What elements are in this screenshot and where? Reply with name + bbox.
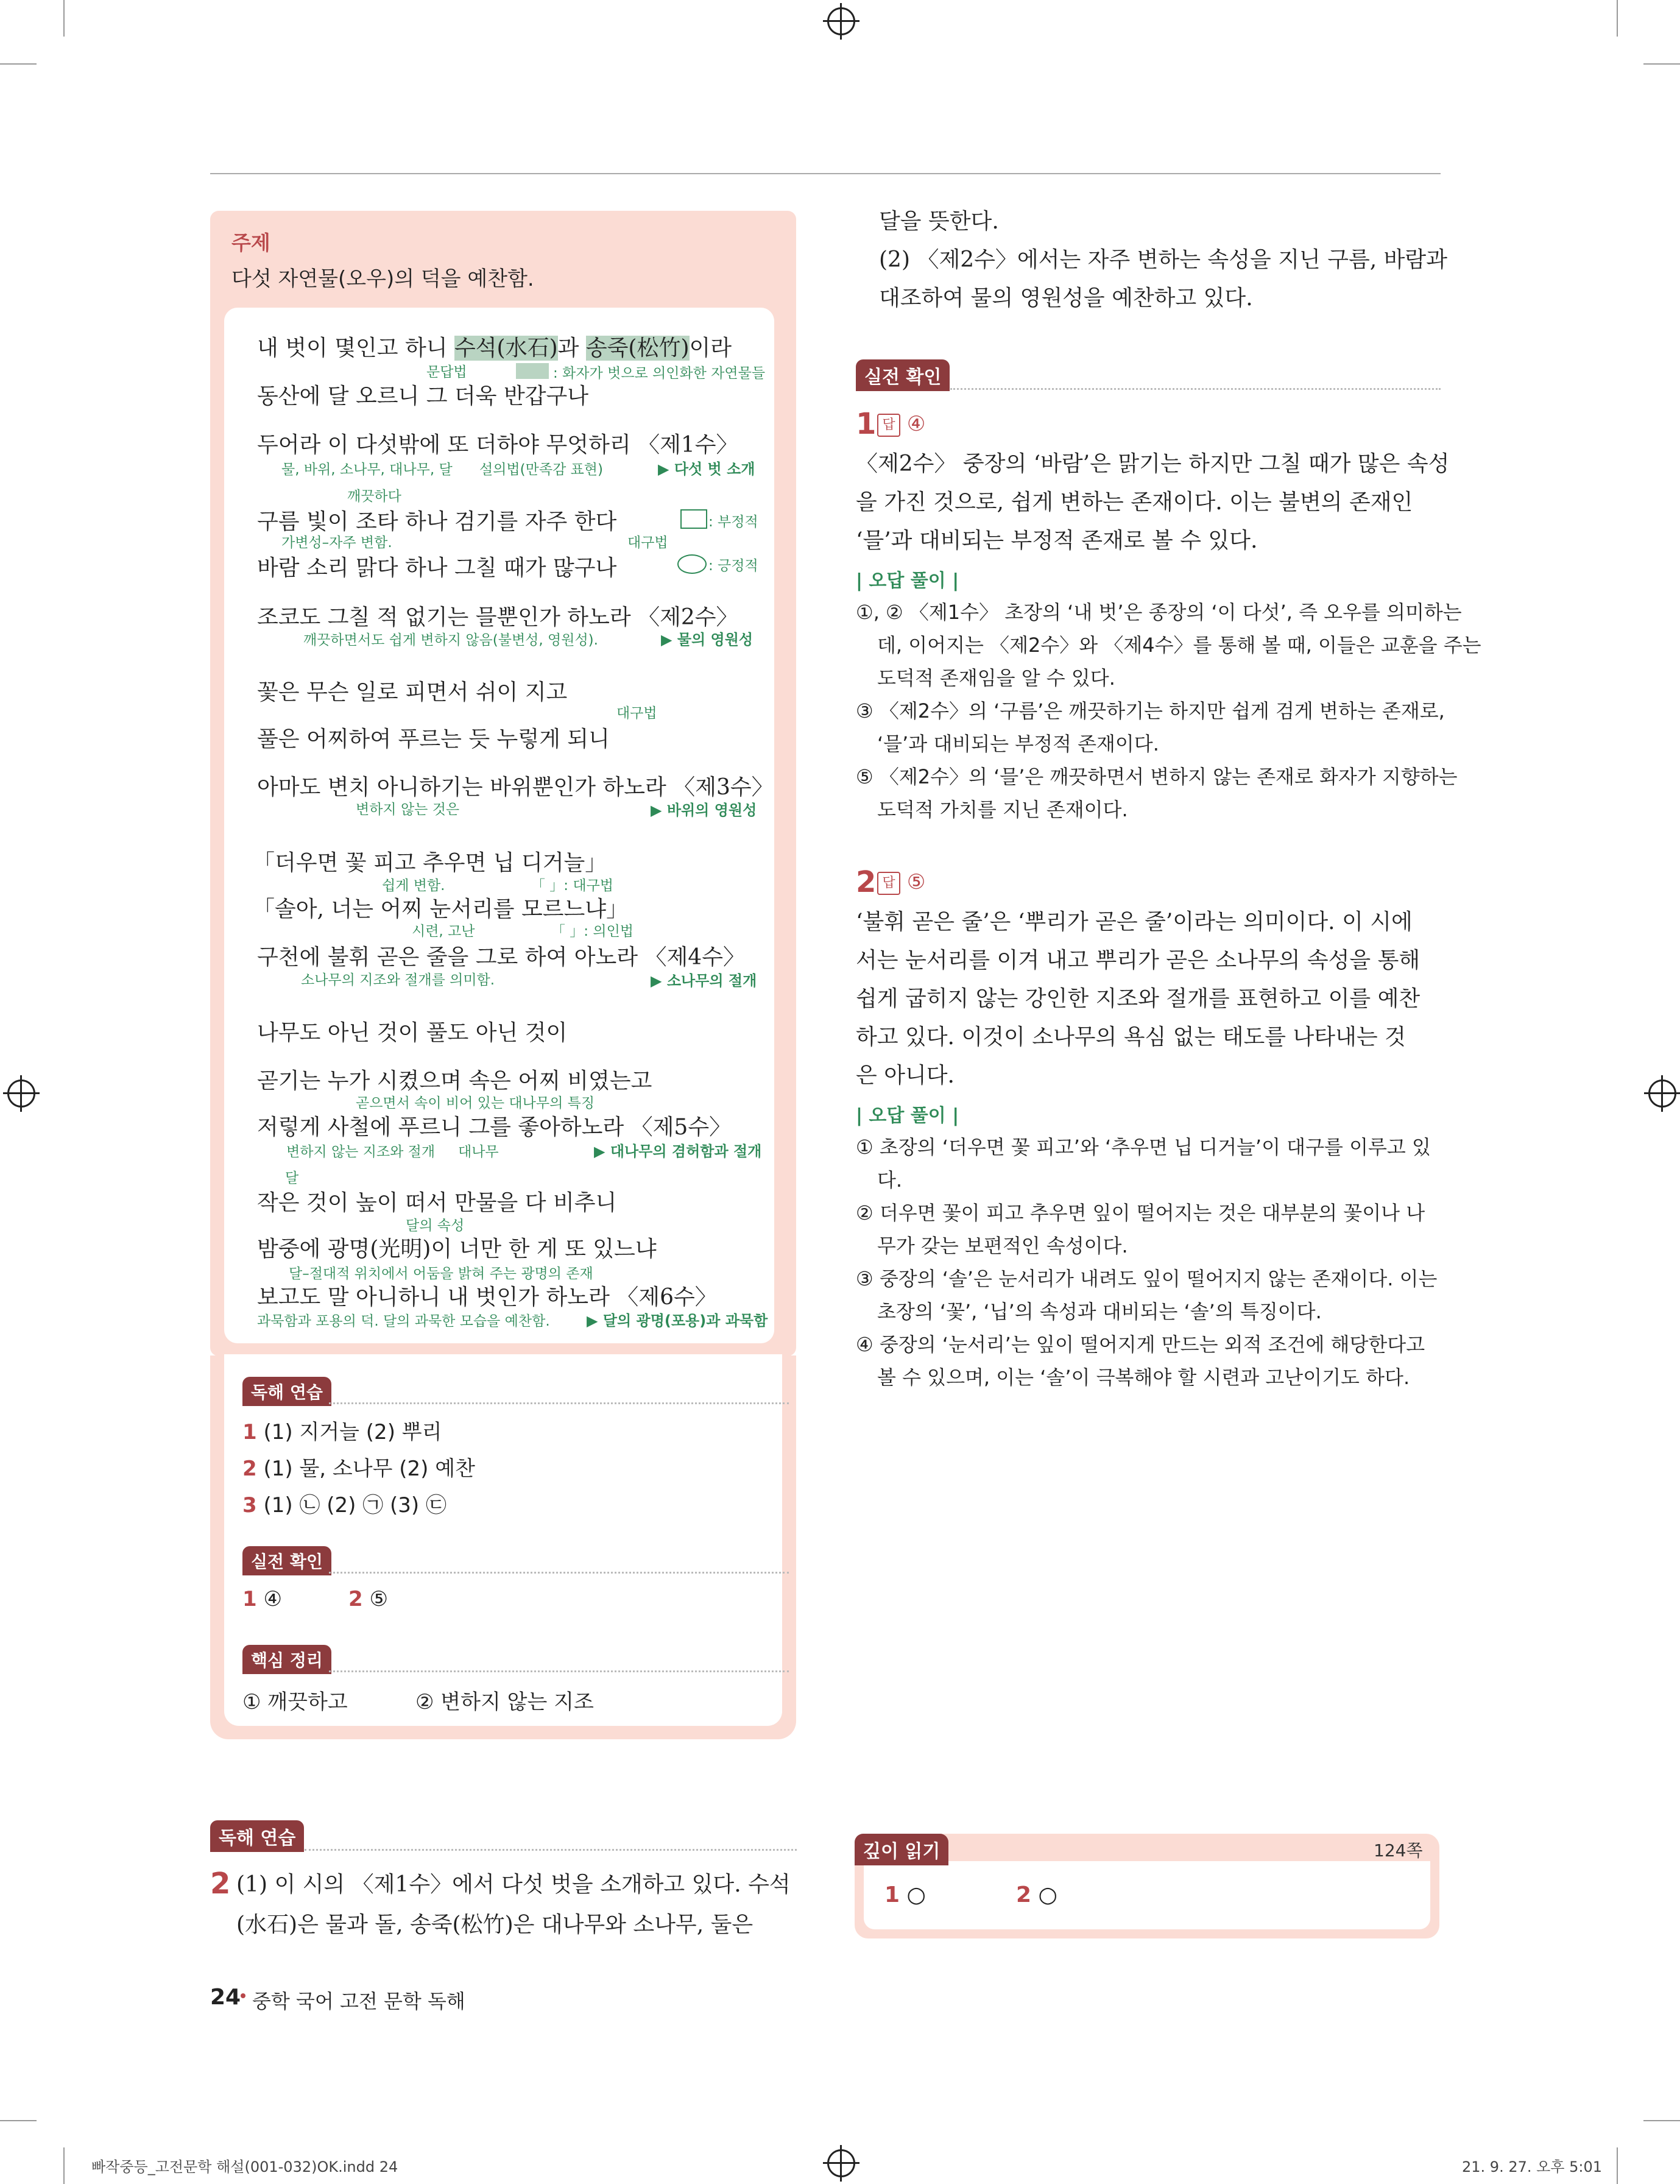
stanza-summary: ▶ 다섯 벗 소개 xyxy=(658,461,755,478)
stanza-summary: ▶ 달의 광명(포용)과 과묵함 xyxy=(587,1312,768,1329)
annotation: 물, 바위, 소나무, 대나무, 달 xyxy=(281,462,453,478)
body-text: 〈제2수〉 중장의 ‘바람’은 맑기는 하지만 그칠 때가 많은 속성 xyxy=(856,451,1450,476)
annotation: 달의 속성 xyxy=(406,1218,465,1234)
answer-item: 1 ④ xyxy=(242,1587,282,1611)
deep-answer: 2 ○ xyxy=(1016,1882,1057,1907)
page-reference: 124쪽 xyxy=(1374,1840,1423,1861)
answer-mark: 답 ⑤ xyxy=(877,870,925,895)
highlight-suseok: 수석(水石) xyxy=(454,336,558,361)
explanation: ①, ② 〈제1수〉 초장의 ‘내 벗’은 종장의 ‘이 다섯’, 즉 오우를 의미하는 xyxy=(856,601,1462,624)
poem-line: 나무도 아닌 것이 풀도 아닌 것이 xyxy=(257,1020,568,1045)
explanation: 볼 수 있으며, 이는 ‘솔’이 극복해야 할 시련과 고난이기도 하다. xyxy=(877,1366,1410,1389)
body-text: 은 아니다. xyxy=(856,1063,955,1088)
answer-item: 2 (1) 물, 소나무 (2) 예찬 xyxy=(242,1457,475,1481)
body-text: 하고 있다. 이것이 소나무의 욕심 없는 태도를 나타내는 것 xyxy=(856,1025,1406,1050)
poem-line: 동산에 달 오르니 그 더욱 반갑구나 xyxy=(257,384,589,409)
answer-mark: 답 ④ xyxy=(877,412,925,437)
explanation: 초장의 ‘꽃’, ‘닙’의 속성과 대비되는 ‘솔’의 특징이다. xyxy=(877,1300,1322,1323)
stanza-summary: ▶ 바위의 영원성 xyxy=(651,802,757,819)
annotation: 곧으면서 속이 비어 있는 대나무의 특징 xyxy=(356,1095,595,1111)
annotation: 문답법 xyxy=(426,364,467,380)
stanza-summary: ▶ 소나무의 절개 xyxy=(651,972,757,989)
body-text: 달을 뜻한다. xyxy=(879,209,999,234)
poem-line: 두어라 이 다섯밖에 또 더하야 무엇하리 〈제1수〉 xyxy=(257,433,738,458)
poem-line: 보고도 말 아니하니 내 벗인가 하노라 〈제6수〉 xyxy=(257,1285,717,1310)
answer-item: 3 (1) ㉡ (2) ㉠ (3) ㉢ xyxy=(242,1493,447,1518)
dotted-rule xyxy=(305,1849,797,1851)
dotted-rule xyxy=(329,1402,789,1404)
annotation: 깨끗하면서도 쉽게 변하지 않음(불변성, 영원성). xyxy=(303,632,598,648)
poem-line: 저렇게 사철에 푸르니 그를 좋아하노라 〈제5수〉 xyxy=(257,1115,732,1140)
registration-mark-icon xyxy=(1648,1080,1676,1108)
print-date: 21. 9. 27. 오후 5:01 xyxy=(1462,2158,1603,2175)
annotation: 변하지 않는 것은 xyxy=(356,802,460,818)
dotted-rule xyxy=(329,1572,789,1574)
annotation: 「 」: 의인법 xyxy=(551,924,634,939)
annotation: 소나무의 지조와 절개를 의미함. xyxy=(301,972,495,988)
poem-line: 꽃은 무슨 일로 피면서 쉬이 지고 xyxy=(257,680,568,705)
body-text: 쉽게 굽히지 않는 강인한 지조와 절개를 표현하고 이를 예찬 xyxy=(856,986,1421,1011)
legend-circle-swatch xyxy=(677,554,707,574)
print-file: 빠작중등_고전문학 해설(001-032)OK.indd 24 xyxy=(91,2158,398,2175)
tag-core-summary: 핵심 정리 xyxy=(242,1645,331,1674)
page-number: 24 xyxy=(210,1985,241,2010)
core-item: ② 변하지 않는 지조 xyxy=(415,1690,594,1714)
annotation: 깨끗하다 xyxy=(347,489,401,504)
core-item: ① 깨끗하고 xyxy=(242,1690,348,1714)
body-text: (水石)은 물과 돌, 송죽(松竹)은 대나무와 소나무, 둘은 xyxy=(236,1912,754,1937)
explanation: 다. xyxy=(877,1168,903,1192)
question-number: 1 xyxy=(856,407,877,441)
body-text: (2) 〈제2수〉에서는 자주 변하는 속성을 지닌 구름, 바람과 xyxy=(879,247,1447,272)
annotation: 설의법(만족감 표현) xyxy=(479,462,604,478)
poem-line: 「솔아, 너는 어찌 눈서리를 모르느냐」 xyxy=(253,897,629,922)
annotation: 대구법 xyxy=(616,705,657,721)
annotation: 과묵함과 포용의 덕. 달의 과묵한 모습을 예찬함. xyxy=(257,1313,550,1329)
theme-text: 다섯 자연물(오우)의 덕을 예찬함. xyxy=(231,267,534,291)
answer-icon: 답 xyxy=(877,414,900,437)
tag-practice-check: 실전 확인 xyxy=(856,359,950,391)
legend-box-swatch xyxy=(680,509,707,529)
answer-item: 1 (1) 지거늘 (2) 뿌리 xyxy=(242,1420,442,1444)
registration-mark-icon xyxy=(827,2149,855,2177)
deep-answer: 1 ○ xyxy=(884,1882,926,1907)
dotted-rule xyxy=(329,1670,789,1672)
tag-reading-practice: 독해 연습 xyxy=(210,1820,304,1852)
explanation: 도덕적 존재임을 알 수 있다. xyxy=(877,666,1115,690)
dotted-rule xyxy=(950,388,1441,390)
poem-line: 밤중에 광명(光明)이 너만 한 게 또 있느냐 xyxy=(257,1237,657,1262)
item-number: 2 xyxy=(210,1867,231,1901)
header-rule xyxy=(210,173,1441,174)
body-text: ‘믈’과 대비되는 부정적 존재로 볼 수 있다. xyxy=(856,528,1258,553)
poem-line: 작은 것이 높이 떠서 만물을 다 비추니 xyxy=(257,1190,617,1215)
poem-line: 「더우면 꽃 피고 추우면 닙 디거늘」 xyxy=(253,850,607,875)
explanation: ③ 〈제2수〉의 ‘구름’은 깨끗하기는 하지만 쉽게 검게 변하는 존재로, xyxy=(856,699,1445,723)
annotation: 쉽게 변함. xyxy=(382,878,445,894)
annotation: 「 」: 대구법 xyxy=(531,878,614,894)
poem-line: 아마도 변치 아니하기는 바위뿐인가 하노라 〈제3수〉 xyxy=(257,775,774,800)
explanation: 데, 이어지는 〈제2수〉와 〈제4수〉를 통해 볼 때, 이들은 교훈을 주는 xyxy=(877,634,1481,657)
annotation: 시련, 고난 xyxy=(412,924,475,939)
body-text: 대조하여 물의 영원성을 예찬하고 있다. xyxy=(879,286,1253,311)
poem-line: 내 벗이 몇인고 하니 수석(水石)과 송죽(松竹)이라 xyxy=(257,336,732,361)
poem-line: 구름 빛이 조타 하나 검기를 자주 한다 xyxy=(257,509,617,534)
tag-practice-check: 실전 확인 xyxy=(242,1546,331,1575)
registration-mark-icon xyxy=(827,7,855,35)
body-text: 서는 눈서리를 이겨 내고 뿌리가 곧은 소나무의 속성을 통해 xyxy=(856,948,1421,973)
annotation: : 화자가 벗으로 의인화한 자연물들 xyxy=(553,366,766,381)
poem-line: 풀은 어찌하여 푸르는 듯 누렇게 되니 xyxy=(257,727,610,752)
explanation: ③ 중장의 ‘솔’은 눈서리가 내려도 잎이 떨어지지 않는 존재이다. 이는 xyxy=(856,1267,1438,1290)
legend-highlight-swatch xyxy=(516,363,549,379)
poem-line: 조코도 그칠 적 없기는 믈뿐인가 하노라 〈제2수〉 xyxy=(257,605,738,630)
stanza-summary: ▶ 물의 영원성 xyxy=(661,631,754,648)
poem-line: 바람 소리 맑다 하나 그칠 때가 많구나 xyxy=(257,556,617,581)
tag-deep-reading: 깊이 읽기 xyxy=(855,1834,948,1865)
explanation: ④ 중장의 ‘눈서리’는 잎이 떨어지게 만드는 외적 조건에 해당한다고 xyxy=(856,1333,1425,1356)
annotation: 가변성–자주 변함. xyxy=(281,535,392,551)
explanation: 도덕적 가치를 지닌 존재이다. xyxy=(877,798,1128,821)
answer-icon: 답 xyxy=(877,872,900,895)
answer-item: 2 ⑤ xyxy=(348,1587,388,1611)
deep-reading-inner xyxy=(864,1861,1430,1929)
tag-reading-practice: 독해 연습 xyxy=(242,1377,331,1406)
explanation: ② 더우면 꽃이 피고 추우면 잎이 떨어지는 것은 대부분의 꽃이나 나 xyxy=(856,1201,1425,1225)
annotation: : 부정적 xyxy=(708,514,758,530)
highlight-songjuk: 송죽(松竹) xyxy=(585,336,690,361)
explanation: ‘믈’과 대비되는 부정적 존재이다. xyxy=(877,732,1159,755)
theme-label: 주제 xyxy=(231,231,270,255)
poem-line: 구천에 불휘 곧은 줄을 그로 하여 아노라 〈제4수〉 xyxy=(257,945,745,970)
explanation: ⑤ 〈제2수〉의 ‘믈’은 깨끗하면서 변하지 않는 존재로 화자가 지향하는 xyxy=(856,765,1458,788)
body-text: 을 가진 것으로, 쉽게 변하는 존재이다. 이는 불변의 존재인 xyxy=(856,490,1413,515)
body-text: ‘불휘 곧은 줄’은 ‘뿌리가 곧은 줄’이라는 의미이다. 이 시에 xyxy=(856,910,1413,935)
wrong-answer-label: | 오답 풀이 | xyxy=(856,570,959,592)
question-number: 2 xyxy=(856,865,877,899)
annotation: : 긍정적 xyxy=(708,558,758,574)
annotation: 달–절대적 위치에서 어둠을 밝혀 주는 광명의 존재 xyxy=(289,1266,593,1282)
body-text: (1) 이 시의 〈제1수〉에서 다섯 벗을 소개하고 있다. 수석 xyxy=(236,1872,791,1897)
explanation: ① 초장의 ‘더우면 꽃 피고’와 ‘추우면 닙 디거늘’이 대구를 이루고 있 xyxy=(856,1136,1431,1159)
annotation: 대나무 xyxy=(458,1144,499,1160)
explanation: 무가 갖는 보편적인 속성이다. xyxy=(877,1234,1128,1257)
page-title: 중학 국어 고전 문학 독해 xyxy=(252,1990,465,2013)
stanza-summary: ▶ 대나무의 겸허함과 절개 xyxy=(594,1143,762,1160)
bullet-dot xyxy=(241,1993,245,1998)
registration-mark-icon xyxy=(7,1080,35,1108)
wrong-answer-label: | 오답 풀이 | xyxy=(856,1105,959,1126)
annotation: 대구법 xyxy=(627,535,668,551)
annotation: 변하지 않는 지조와 절개 xyxy=(286,1144,436,1160)
poem-line: 곧기는 누가 시켰으며 속은 어찌 비였는고 xyxy=(257,1069,652,1094)
annotation: 달 xyxy=(285,1170,299,1186)
